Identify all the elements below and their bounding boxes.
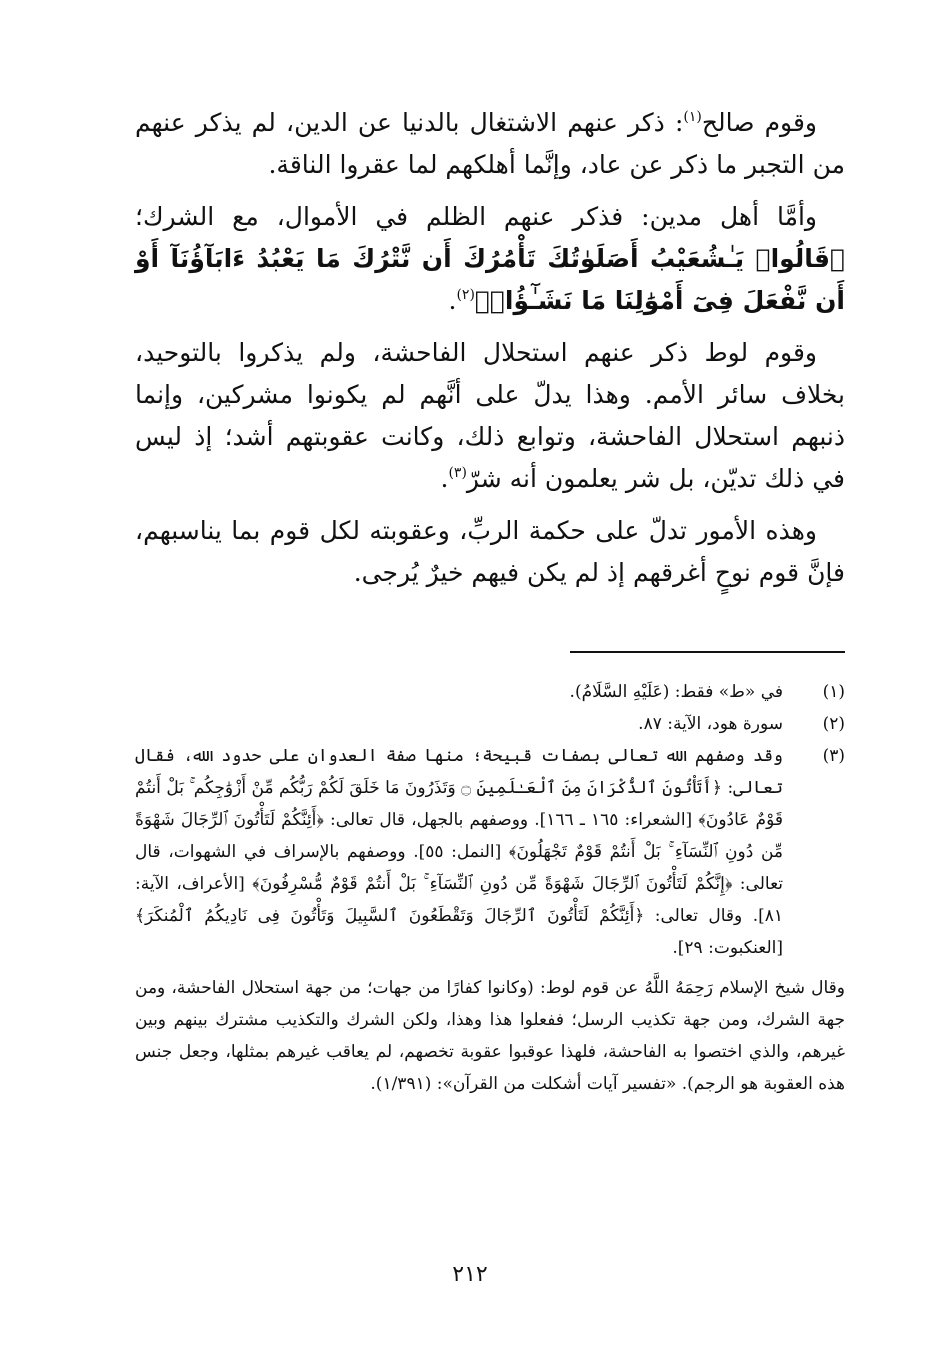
footnote-continuation: وقال شيخ الإسلام رَحِمَهُ اللَّهُ عن قوم لوط: (وكانوا كفارًا من جهات؛ من جهة استحلال الفاحشة، ومن جهة الشرك، ومن جهة تكذيب الرسل؛ ففعلوا هذا وهذا، ولكن الشرك والتكذيب مشترك بينهم وبين غيرهم، والذي اختصوا به الفاحشة، فلهذا عوقبوا عقوبة تخصهم، لم يعاقب غيرهم بمثلها، وجعل جنس هذه العقوبة هو الرجم). «تفسير آيات أشكلت من القرآن»: (١/٣٩١). <box>135 978 845 1094</box>
footnote-reference: (٣) <box>448 465 467 481</box>
paragraph-text: : ذكر عنهم الاشتغال بالدنيا عن الدين، لم يذكر عنهم من التجبر ما ذكر عن عاد، وإنَّما أهلكهم لما عقروا الناقة. <box>135 108 845 179</box>
paragraph-text: وأمَّا أهل مدين: فذكر عنهم الظلم في الأموال، مع الشرك؛ <box>135 202 817 231</box>
page-number: ٢١٢ <box>452 1262 488 1287</box>
footnote-item <box>135 740 845 964</box>
quran-verse: ﴿قَالُوا۟ يَـٰشُعَيْبُ أَصَلَوٰتُكَ تَأْمُرُكَ أَن نَّتْرُكَ مَا يَعْبُدُ ءَابَآؤُنَآ أَوْ أَن نَّفْعَلَ فِىٓ أَمْوَٰلِنَا مَا نَشَـٰٓؤُا۟﴾ <box>135 244 845 315</box>
paragraph-ahl-madyan <box>135 196 845 322</box>
paragraph-text: . <box>440 464 449 493</box>
footnote-text: سورة هود، الآية: ٨٧. <box>638 714 783 734</box>
footnote-text: وقد وصفهم الله تعالى بصفات قبيحة؛ منها صفة العدوان على حدود الله، فقال تعالى: ﴿أَتَأْتُونَ ٱلذُّكْرَانَ مِنَ ٱلْعَـٰلَمِينَ ۝ وَتَذَرُونَ مَا خَلَقَ لَكُمْ رَبُّكُم مِّنْ أَزْوَٰجِكُم ۚ بَلْ أَنتُمْ قَوْمٌ عَادُونَ﴾ [الشعراء: ١٦٥ ـ ١٦٦]. ووصفهم بالجهل، قال تعالى: ﴿أَئِنَّكُمْ لَتَأْتُونَ ٱلرِّجَالَ شَهْوَةً مِّن دُونِ ٱلنِّسَآءِ ۚ بَلْ أَنتُمْ قَوْمٌ تَجْهَلُونَ﴾ [النمل: ٥٥]. ووصفهم بالإسراف في الشهوات، قال تعالى: ﴿إِنَّكُمْ لَتَأْتُونَ ٱلرِّجَالَ شَهْوَةً مِّن دُونِ ٱلنِّسَآءِ ۚ بَلْ أَنتُمْ قَوْمٌ مُّسْرِفُونَ﴾ [الأعراف، الآية: ٨١]. وقال تعالى: ﴿أَئِنَّكُمْ لَتَأْتُونَ ٱلرِّجَالَ وَتَقْطَعُونَ ٱلسَّبِيلَ وَتَأْتُونَ فِى نَادِيكُمُ ٱلْمُنكَرَ﴾ [العنكبوت: ٢٩]. <box>135 746 783 958</box>
footnote-number: (٣) <box>822 746 845 766</box>
footnote-reference: (٢) <box>456 287 475 303</box>
paragraph-text: وقوم لوط ذكر عنهم استحلال الفاحشة، ولم يذكروا بالتوحيد، بخلاف سائر الأمم. وهذا يدلّ على أنَّهم لم يكونوا مشركين، وإنما ذنبهم استحلال الفاحشة، وتوابع ذلك، وكانت عقوبتهم أشد؛ إذ ليس في ذلك تديّن، بل شر يعلمون أنه شرّ <box>135 338 845 493</box>
footnote-number: (٢) <box>822 714 845 734</box>
paragraph-text: . <box>448 286 457 315</box>
footnote-number: (١) <box>822 682 845 702</box>
paragraph-hikmat-al-rabb: وهذه الأمور تدلّ على حكمة الربِّ، وعقوبته لكل قوم بما يناسبهم، فإنَّ قوم نوحٍ أغرقهم إذ لم يكن فيهم خيرٌ يُرجى. <box>135 516 845 587</box>
footnote-separator <box>570 651 845 653</box>
main-text-body <box>135 102 845 604</box>
paragraph-qawm-lut <box>135 332 845 500</box>
footnote-reference: (١) <box>683 109 702 125</box>
footnote-item <box>135 708 845 740</box>
paragraph-qawm-salih <box>135 102 845 186</box>
paragraph-text: وقوم صالح <box>701 108 817 137</box>
footnote-item <box>135 676 845 708</box>
footnotes-section <box>135 676 845 1100</box>
footnote-text: في «ط» فقط: (عَلَيْهِ السَّلَامُ). <box>569 682 783 702</box>
